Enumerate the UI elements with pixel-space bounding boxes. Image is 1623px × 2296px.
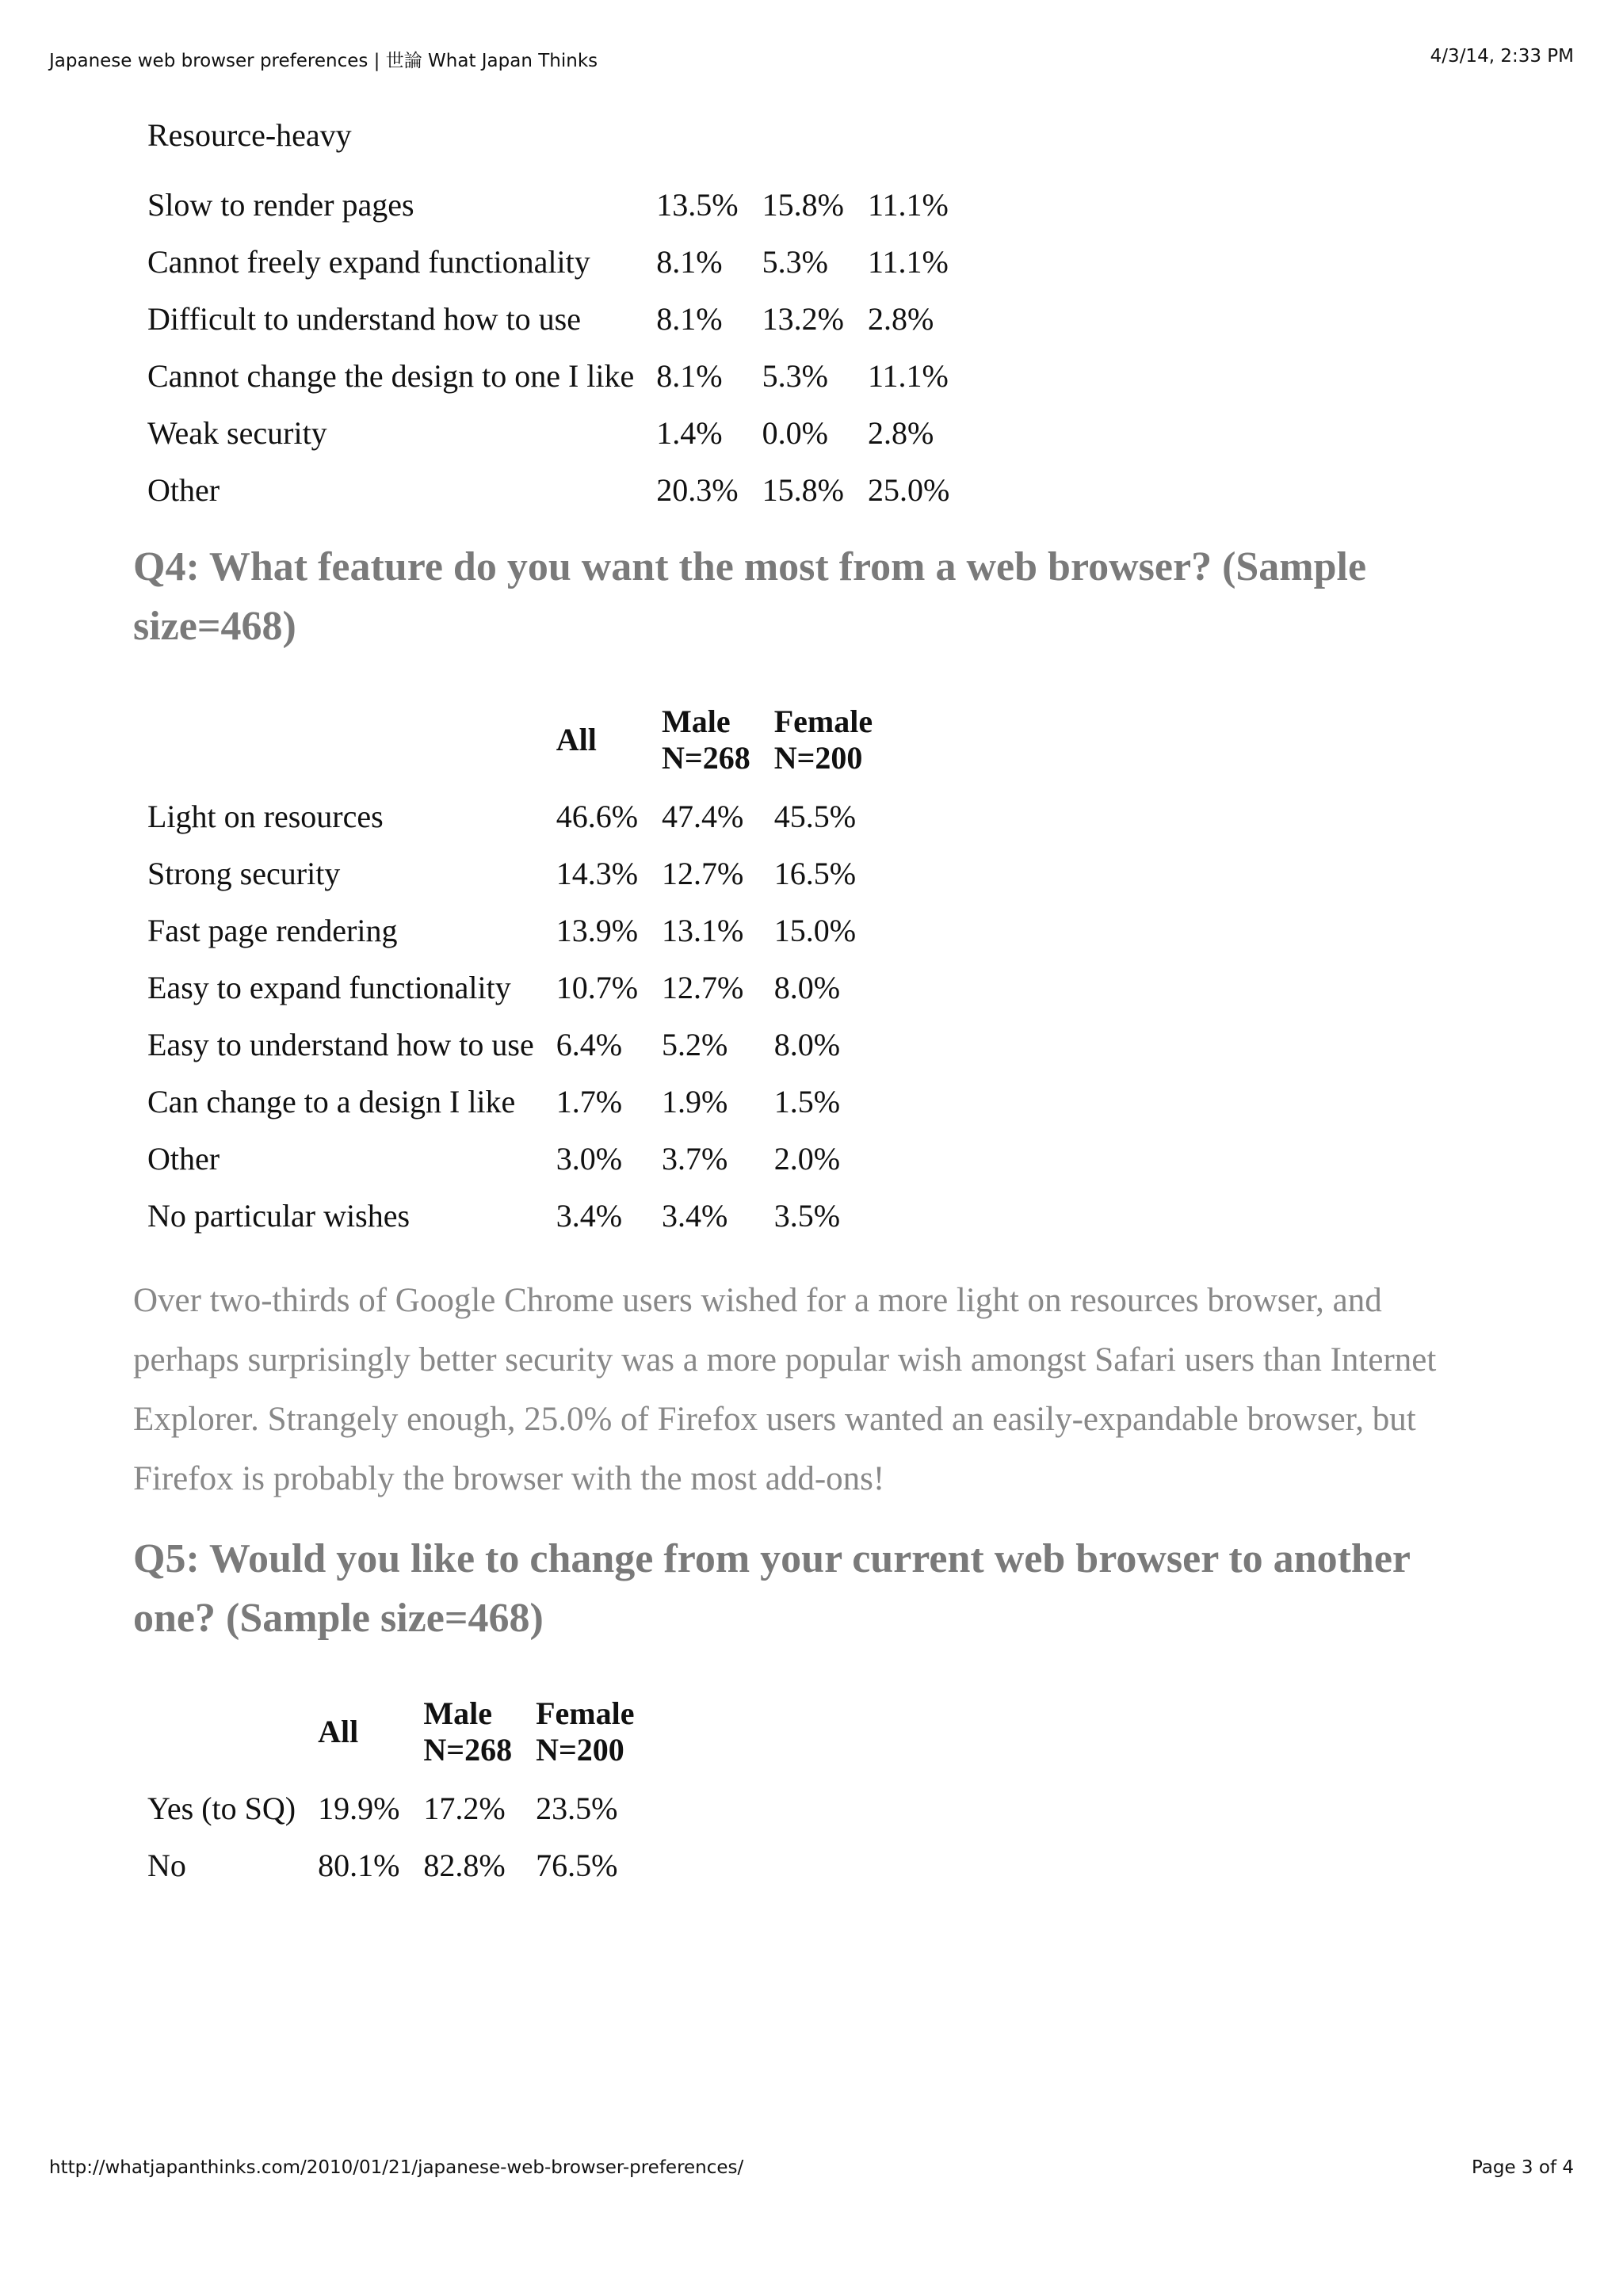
table-row — [147, 1187, 896, 1244]
row-label: Weak security — [147, 414, 327, 451]
cell-female: 8.0% — [773, 1026, 841, 1062]
print-footer — [49, 2157, 1574, 2178]
cell-male: 5.2% — [662, 1026, 728, 1062]
row-label: Yes (to SQ) — [147, 1790, 296, 1826]
cell-value: 1.4% — [656, 414, 723, 451]
cell-value: 15.8% — [762, 186, 844, 223]
cell-value: 11.1% — [867, 357, 949, 394]
cell-male: 3.4% — [662, 1197, 728, 1234]
cell-all: 19.9% — [318, 1790, 400, 1826]
q3-table — [147, 176, 973, 518]
column-header-female-n: N=200 — [536, 1732, 624, 1768]
cell-female: 23.5% — [536, 1790, 618, 1826]
cell-value: 13.2% — [762, 300, 844, 337]
print-header-title: Japanese web browser preferences | 世論 What Japan Thinks — [49, 51, 598, 71]
row-label: Strong security — [147, 855, 341, 891]
table-row — [147, 347, 973, 404]
cell-female: 3.5% — [773, 1197, 841, 1234]
column-header-all: All — [318, 1714, 359, 1749]
column-header-female-title: Female — [536, 1695, 635, 1731]
table-row — [147, 1836, 658, 1894]
row-label: Slow to render pages — [147, 186, 414, 223]
column-header-male-n: N=268 — [662, 740, 750, 776]
cell-value: 11.1% — [867, 243, 949, 280]
cell-female: 8.0% — [773, 969, 841, 1005]
row-label: Can change to a design I like — [147, 1083, 516, 1119]
q5-table — [147, 1695, 658, 1894]
row-label: Easy to understand how to use — [147, 1026, 534, 1062]
table-row — [147, 233, 973, 290]
cell-male: 82.8% — [423, 1847, 506, 1883]
cell-value: 13.5% — [656, 186, 739, 223]
cell-value: 8.1% — [656, 243, 723, 280]
article-content — [133, 111, 1496, 1894]
q4-table — [147, 704, 896, 1244]
print-footer-url: http://whatjapanthinks.com/2010/01/21/japanese-web-browser-preferences/ — [49, 2157, 744, 2178]
column-header-male — [662, 704, 774, 788]
row-label: Difficult to understand how to use — [147, 300, 581, 337]
column-header-male-title: Male — [662, 704, 731, 739]
cell-all: 14.3% — [556, 855, 639, 891]
cell-female: 2.0% — [773, 1140, 841, 1177]
cell-female: 76.5% — [536, 1847, 618, 1883]
cell-value: 5.3% — [762, 357, 828, 394]
row-label: Light on resources — [147, 798, 384, 834]
table-row — [147, 290, 973, 347]
table-row — [147, 902, 896, 959]
table-row — [147, 845, 896, 902]
cell-male: 12.7% — [662, 855, 744, 891]
cell-male: 3.7% — [662, 1140, 728, 1177]
q4-commentary: Over two-thirds of Google Chrome users wished for a more light on resources browser, and perhaps surprisingly better security was a more popular wish amongst Safari users than Internet Explorer. Strangely enough, 25.0% of Firefox users wanted an easily-expandable browser, but Firefox is probably the browser with the most add-ons! — [133, 1282, 1437, 1497]
row-label: Fast page rendering — [147, 912, 398, 948]
cell-value: 15.8% — [762, 471, 844, 508]
row-label: Easy to expand functionality — [147, 969, 511, 1005]
row-label: Other — [147, 471, 220, 508]
cell-male: 12.7% — [662, 969, 744, 1005]
cell-value: 5.3% — [762, 243, 828, 280]
column-header-male-title: Male — [423, 1695, 493, 1731]
print-header-datetime: 4/3/14, 2:33 PM — [1430, 46, 1574, 67]
cell-all: 3.4% — [556, 1197, 623, 1234]
cell-value: 25.0% — [867, 471, 950, 508]
row-label: Other — [147, 1140, 220, 1177]
cell-female: 15.0% — [773, 912, 857, 948]
cell-female: 45.5% — [773, 798, 857, 834]
q5-heading: Q5: Would you like to change from your current web browser to another one? (Sample size=468) — [133, 1536, 1411, 1641]
column-header-female-n: N=200 — [773, 740, 863, 776]
cell-value: 11.1% — [867, 186, 949, 223]
table-header-row — [147, 704, 896, 788]
cell-all: 10.7% — [556, 969, 639, 1005]
cell-all: 46.6% — [556, 798, 639, 834]
cell-all: 80.1% — [318, 1847, 400, 1883]
cell-female: 1.5% — [773, 1083, 841, 1119]
cell-value: 20.3% — [656, 471, 739, 508]
column-header-all: All — [556, 722, 597, 757]
row-label: Cannot change the design to one I like — [147, 357, 635, 394]
cell-male: 1.9% — [662, 1083, 728, 1119]
column-header-female — [774, 704, 896, 788]
q3-lead-row: Resource-heavy — [147, 117, 352, 153]
table-row — [147, 1130, 896, 1187]
column-header-label — [147, 704, 556, 788]
table-row — [147, 959, 896, 1016]
cell-value: 0.0% — [762, 414, 828, 451]
table-row — [147, 1779, 658, 1836]
cell-male: 17.2% — [423, 1790, 506, 1826]
cell-value: 2.8% — [867, 300, 934, 337]
cell-all: 6.4% — [556, 1026, 623, 1062]
cell-male: 47.4% — [662, 798, 744, 834]
row-label: Cannot freely expand functionality — [147, 243, 590, 280]
table-row — [147, 788, 896, 845]
column-header-label — [147, 1695, 318, 1779]
table-row — [147, 461, 973, 518]
column-header-female — [536, 1695, 658, 1779]
column-header-female-title: Female — [773, 704, 873, 739]
print-header — [49, 46, 1574, 72]
table-row — [147, 176, 973, 233]
table-row — [147, 1016, 896, 1073]
column-header-male — [423, 1695, 536, 1779]
q4-heading: Q4: What feature do you want the most from a web browser? (Sample size=468) — [133, 544, 1367, 649]
cell-value: 2.8% — [867, 414, 934, 451]
table-row — [147, 404, 973, 461]
cell-value: 8.1% — [656, 357, 723, 394]
cell-all: 1.7% — [556, 1083, 623, 1119]
column-header-male-n: N=268 — [423, 1732, 513, 1768]
cell-all: 13.9% — [556, 912, 639, 948]
table-row — [147, 1073, 896, 1130]
print-footer-page-number: Page 3 of 4 — [1471, 2157, 1574, 2178]
table-header-row — [147, 1695, 658, 1779]
row-label: No — [147, 1847, 186, 1883]
cell-male: 13.1% — [662, 912, 744, 948]
cell-all: 3.0% — [556, 1140, 623, 1177]
cell-female: 16.5% — [773, 855, 857, 891]
cell-value: 8.1% — [656, 300, 723, 337]
row-label: No particular wishes — [147, 1197, 411, 1234]
